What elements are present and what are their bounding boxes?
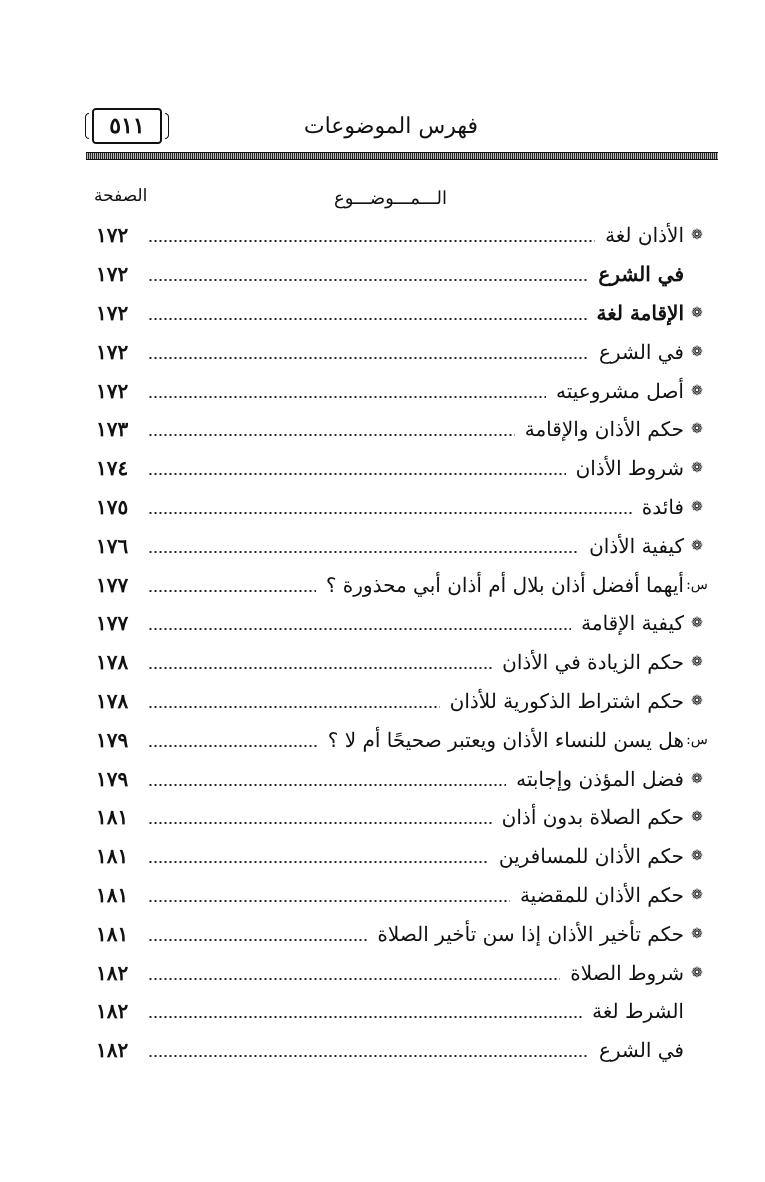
flower-bullet-icon: ❁: [691, 304, 703, 321]
flower-bullet-icon: ❁: [691, 886, 703, 903]
toc-entry-title: حكم الأذان للمقضية: [519, 882, 684, 907]
flower-bullet-icon: ❁: [691, 343, 703, 360]
flower-bullet-icon: ❁: [691, 537, 703, 554]
dot-leader: [148, 279, 588, 281]
dot-leader: [148, 939, 367, 941]
toc-entry-page: ١٨٢: [96, 960, 129, 985]
toc-entry: [96, 837, 710, 876]
page-number: ٥١١: [109, 113, 145, 139]
dot-leader: [148, 822, 492, 824]
flower-bullet-icon: ❁: [691, 227, 703, 244]
dot-leader: [148, 667, 492, 669]
column-headings: [86, 186, 718, 216]
toc-entry-title: الشرط لغة: [592, 999, 684, 1024]
dot-leader: [148, 706, 440, 708]
dot-leader: [148, 1055, 589, 1057]
toc-entry: [96, 604, 710, 643]
page-number-badge: [92, 108, 162, 144]
toc-entry: [96, 216, 710, 255]
toc-entry: [96, 876, 710, 915]
toc-entry-page: ١٧٩: [96, 766, 129, 791]
toc-entry: [96, 914, 710, 953]
toc-entry: [96, 488, 710, 527]
toc-entry: [96, 643, 710, 682]
toc-entry-title: شروط الأذان: [575, 456, 684, 481]
toc-entry: [96, 682, 710, 721]
toc-entry-title: في الشرع: [598, 1038, 684, 1063]
flower-bullet-icon: ❁: [691, 498, 703, 515]
toc-entry-title: حكم اشتراط الذكورية للأذان: [449, 688, 684, 713]
dot-leader: [148, 396, 546, 398]
dot-leader: [148, 978, 560, 980]
toc-entry-page: ١٨٢: [96, 999, 129, 1024]
dot-leader: [148, 551, 579, 553]
column-heading-page: الصفحة: [94, 186, 148, 206]
toc-entry-page: ١٧٧: [96, 572, 129, 597]
question-marker: س:: [686, 576, 708, 593]
flower-bullet-icon: ❁: [691, 615, 703, 632]
toc-entry-page: ١٨١: [96, 844, 129, 869]
toc-entry: [96, 332, 710, 371]
flower-bullet-icon: ❁: [691, 460, 703, 477]
toc-entry: [96, 565, 710, 604]
toc-entry-title: حكم تأخير الأذان إذا سن تأخير الصلاة: [377, 921, 684, 946]
toc-entry-page: ١٧٨: [96, 688, 129, 713]
header-rule: [86, 152, 718, 160]
toc-entry-page: ١٧٥: [96, 494, 129, 519]
toc-entry: [96, 410, 710, 449]
toc-entry-page: ١٧٤: [96, 456, 129, 481]
toc-list: [96, 216, 710, 1070]
toc-entry-page: ١٨١: [96, 921, 129, 946]
flower-bullet-icon: ❁: [691, 964, 703, 981]
dot-leader: [148, 1016, 582, 1018]
toc-entry: [96, 526, 710, 565]
toc-entry-page: ١٧٢: [96, 262, 129, 287]
toc-entry: [96, 759, 710, 798]
toc-entry-title: حكم الزيادة في الأذان: [502, 650, 684, 675]
dot-leader: [148, 784, 506, 786]
toc-entry-title: هل يسن للنساء الأذان ويعتبر صحيحًا أم لا ؟: [327, 727, 684, 752]
toc-entry-page: ١٧٣: [96, 417, 129, 442]
toc-entry-title: في الشرع: [598, 262, 684, 287]
dot-leader: [148, 628, 571, 630]
toc-entry-page: ١٧٦: [96, 533, 129, 558]
toc-entry-page: ١٧٢: [96, 378, 129, 403]
dot-leader: [148, 512, 632, 514]
toc-entry: [96, 1031, 710, 1070]
toc-entry-page: ١٧٧: [96, 611, 129, 636]
toc-entry: [96, 992, 710, 1031]
dot-leader: [148, 434, 515, 436]
toc-entry-title: في الشرع: [598, 339, 684, 364]
toc-entry-page: ١٨٢: [96, 1038, 129, 1063]
toc-entry-title: كيفية الأذان: [589, 533, 684, 558]
toc-entry-title: كيفية الإقامة: [581, 611, 684, 636]
dot-leader: [148, 861, 489, 863]
toc-entry-page: ١٧٢: [96, 300, 129, 325]
flower-bullet-icon: ❁: [691, 654, 703, 671]
dot-leader: [148, 473, 566, 475]
toc-entry-page: ١٧٢: [96, 339, 129, 364]
toc-entry-title: حكم الأذان للمسافرين: [498, 844, 684, 869]
column-heading-topic: الـــمـــوضـــوع: [334, 188, 447, 209]
dot-leader: [148, 745, 318, 747]
toc-entry-page: ١٧٨: [96, 650, 129, 675]
toc-entry-title: فائدة: [641, 494, 684, 519]
dot-leader: [148, 357, 589, 359]
flower-bullet-icon: ❁: [691, 421, 703, 438]
page-header: [86, 100, 718, 156]
toc-entry-title: أصل مشروعيته: [555, 378, 684, 403]
toc-entry: [96, 371, 710, 410]
toc-entry-page: ١٧٢: [96, 223, 129, 248]
flower-bullet-icon: ❁: [691, 382, 703, 399]
toc-entry: [96, 953, 710, 992]
dot-leader: [148, 590, 316, 592]
toc-entry-title: الإقامة لغة: [596, 300, 684, 325]
running-title: فهرس الموضوعات: [303, 114, 478, 139]
dot-leader: [148, 900, 510, 902]
toc-entry: [96, 255, 710, 294]
flower-bullet-icon: ❁: [691, 848, 703, 865]
flower-bullet-icon: ❁: [691, 770, 703, 787]
toc-entry-title: حكم الصلاة بدون أذان: [501, 805, 684, 830]
toc-entry-page: ١٨١: [96, 805, 129, 830]
flower-bullet-icon: ❁: [691, 925, 703, 942]
toc-entry-title: فضل المؤذن وإجابته: [516, 766, 684, 791]
toc-entry-title: حكم الأذان والإقامة: [524, 417, 684, 442]
toc-entry: [96, 449, 710, 488]
toc-entry-title: شروط الصلاة: [570, 960, 684, 985]
flower-bullet-icon: ❁: [691, 809, 703, 826]
toc-entry-page: ١٧٩: [96, 727, 129, 752]
dot-leader: [148, 240, 595, 242]
toc-entry: [96, 294, 710, 333]
toc-entry-title: الأذان لغة: [605, 223, 684, 248]
toc-entry-page: ١٨١: [96, 882, 129, 907]
toc-entry: [96, 798, 710, 837]
flower-bullet-icon: ❁: [691, 692, 703, 709]
dot-leader: [148, 318, 587, 320]
toc-entry-title: أيهما أفضل أذان بلال أم أذان أبي محذورة ؟: [325, 572, 684, 597]
question-marker: س:: [686, 731, 708, 748]
toc-entry: [96, 720, 710, 759]
